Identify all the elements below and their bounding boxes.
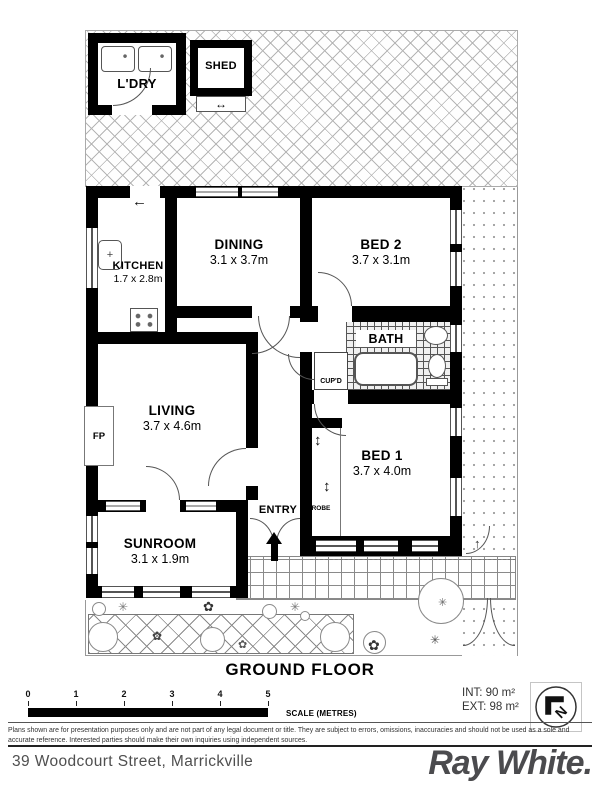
- path-arrow-icon: ↑: [474, 536, 481, 551]
- bathtub: [354, 352, 418, 386]
- scale-label: SCALE (METRES): [286, 709, 357, 718]
- tree: [200, 627, 225, 652]
- bed2-name: BED 2: [360, 237, 402, 252]
- bed1-window: [450, 408, 462, 436]
- flower-icon: ✳: [290, 600, 301, 614]
- bed2-dims: 3.7 x 3.1m: [351, 253, 411, 267]
- room-label-sunroom: [94, 536, 226, 566]
- stove: [130, 308, 158, 332]
- living-name: LIVING: [148, 403, 196, 418]
- toilet-bowl: [428, 354, 446, 378]
- bed1-dims: 3.7 x 4.0m: [352, 464, 412, 478]
- scale-tick-0: 0: [25, 689, 31, 699]
- room-label-kitchen: [96, 260, 180, 285]
- dining-window: [242, 187, 278, 197]
- scale-tick-mark: [124, 701, 125, 706]
- tree: [320, 622, 350, 652]
- bed1-window: [450, 478, 462, 516]
- dining-dims: 3.1 x 3.7m: [209, 253, 269, 267]
- robe-slider-arrow-icon: ↕: [314, 432, 322, 449]
- shed-door-slider: [196, 96, 246, 112]
- bed1-name: BED 1: [361, 448, 403, 463]
- tree: [88, 622, 118, 652]
- floor-title-text: GROUND FLOOR: [225, 660, 375, 679]
- property-address: 39 Woodcourt Street, Marrickville: [12, 753, 254, 770]
- kitchen-name: KITCHEN: [112, 260, 164, 272]
- kitchen-sink: +: [98, 240, 122, 270]
- shrub: [262, 604, 277, 619]
- cupboard-label: [314, 370, 348, 388]
- room-label-bath: [356, 330, 416, 347]
- living-door-arc: [208, 448, 246, 486]
- laundry-name: L'DRY: [117, 76, 157, 91]
- wall-entry-left: [236, 500, 248, 598]
- scale-tick-mark: [220, 701, 221, 706]
- wall-spine-lower: [300, 404, 312, 556]
- bath-name: BATH: [368, 332, 404, 346]
- cupboard-door-arc: [288, 354, 314, 380]
- kitchen-dims: 1.7 x 2.8m: [113, 273, 163, 285]
- living-dims: 3.7 x 4.6m: [142, 419, 202, 433]
- sunroom-window: [186, 501, 216, 511]
- shed-slider-arrow-icon: ↔: [215, 97, 227, 111]
- bed1-door-gap: [314, 390, 348, 404]
- bed2-door-gap: [318, 306, 352, 322]
- ray-white-logo: Ray White.: [428, 744, 592, 782]
- robe-divider: [340, 428, 341, 536]
- room-label-laundry: [98, 76, 176, 91]
- room-label-dining: [177, 237, 301, 267]
- disclaimer: Plans shown are for presentation purposes only and are not part of any legal document or title. They are subject to errors, omissions, inaccuracies and should not be used as a sole and accurate reference. Interested parties should make their own inquiries using independent sources.: [8, 722, 592, 745]
- room-label-living: [100, 403, 244, 433]
- wall-kitchen-living: [86, 332, 258, 344]
- bed1-bottom-window: [316, 540, 356, 552]
- flower-icon: ✳: [430, 633, 441, 647]
- scale-tick-4: 4: [217, 689, 223, 699]
- internal-area: INT: 90 m²: [462, 687, 516, 699]
- flower-icon: ✿: [203, 599, 214, 614]
- scale-tick-5: 5: [265, 689, 271, 699]
- laundry-door-gap: [112, 105, 152, 115]
- cupd-name: CUP'D: [320, 378, 342, 385]
- flower-icon: ✿: [152, 629, 163, 643]
- sunroom-name: SUNROOM: [123, 536, 197, 551]
- shed-name: SHED: [205, 60, 237, 72]
- bed2-window: [450, 252, 462, 286]
- scale-tick-mark: [268, 701, 269, 706]
- bath-window: [450, 325, 462, 352]
- bed2-door-arc: [318, 272, 352, 306]
- sunroom-door-arc: [146, 466, 180, 500]
- room-label-shed: [198, 60, 244, 72]
- kitchen-slide-arrow-icon: ←: [132, 193, 147, 210]
- floor-title: [0, 660, 600, 680]
- dining-window: [196, 187, 238, 197]
- shrub: [92, 602, 106, 616]
- flower-icon: ✿: [238, 639, 248, 651]
- living-door-gap: [246, 448, 258, 486]
- flower-icon: ✿: [368, 637, 380, 653]
- sunroom-window: [106, 501, 140, 511]
- sunroom-bottom-window: [102, 586, 134, 598]
- bed2-window: [450, 210, 462, 244]
- external-area: EXT: 98 m²: [462, 701, 519, 713]
- sunroom-door-gap: [146, 500, 180, 512]
- shrub: [300, 611, 310, 621]
- scale-bar: [28, 708, 268, 717]
- bed1-bottom-window: [364, 540, 398, 552]
- robe-name: ROBE: [311, 505, 331, 512]
- room-label-bed1: [315, 448, 449, 478]
- scale-tick-3: 3: [169, 689, 175, 699]
- scale-tick-mark: [172, 701, 173, 706]
- entry-name: ENTRY: [258, 504, 298, 516]
- front-porch-tiles: [236, 556, 516, 600]
- entry-arrow-stem: [271, 543, 278, 561]
- scale-tick-mark: [76, 701, 77, 706]
- toilet-tank: [426, 378, 448, 386]
- porch-dashed-line: [310, 559, 516, 560]
- flower-icon: ✳: [438, 597, 448, 609]
- bed1-bottom-window: [412, 540, 438, 552]
- bath-basin: [424, 326, 448, 345]
- sunroom-bottom-window: [192, 586, 230, 598]
- fp-label: FP: [92, 431, 106, 442]
- scale-tick-1: 1: [73, 689, 79, 699]
- flower-icon: ✳: [118, 600, 129, 614]
- svg-text:N: N: [551, 702, 571, 722]
- dining-name: DINING: [214, 237, 264, 252]
- room-label-entry: [248, 504, 308, 516]
- scale-tick-mark: [28, 701, 29, 706]
- robe-slider-arrow-icon: ↕: [323, 478, 331, 495]
- sunroom-dims: 3.1 x 1.9m: [130, 552, 190, 566]
- scale-tick-2: 2: [121, 689, 127, 699]
- wall-spine-upper: [300, 186, 312, 322]
- room-label-bed2: [312, 237, 450, 267]
- sunroom-bottom-window: [143, 586, 180, 598]
